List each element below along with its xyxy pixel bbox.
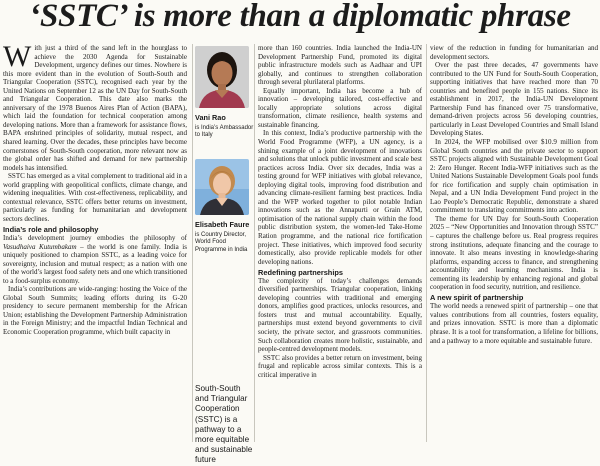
author-photo-elisabeth-faure [195, 159, 249, 215]
article-column-1 [3, 44, 187, 444]
author-role: is Country Director, World Food Programme in India [195, 232, 248, 253]
article-paragraph: SSTC has emerged as a vital complement to traditional aid in a world grappling with geopolitical conflicts, climate change, and widening inequalities. With cost-effectiveness, replicability, and contextual relevance, SSTC offers better returns on investment, particularly as funding for humanitarian and development sectors declines. [3, 172, 187, 223]
article-paragraph: view of the reduction in funding for humanitarian and development sectors. [430, 44, 598, 61]
author-name: Elisabeth Faure [195, 220, 250, 229]
article-paragraph: The complexity of today’s challenges demands diversified partnerships. Triangular cooperation, linking developing countries with traditional and emerging donors, amplifies good practices, unlocks resources, and fosters trust and mutual accountability. Equally, partnerships must extend beyond governments to civil society, the private sector, and grassroots communities. Such collaboration creates more holistic, sustainable, and people-centred development models. [258, 276, 422, 354]
article-paragraph: Equally important, India has become a hub of innovation – developing tailored, cost-effective and locally appropriate solutions across digital transformation, climate resilience, health systems and sustainable financing. [258, 86, 422, 129]
portrait-icon [195, 159, 249, 215]
article-paragraph [3, 234, 187, 285]
column-divider [192, 44, 193, 442]
article-paragraph: more than 160 countries. India launched the India-UN Development Partnership Fund, promoted its digital public infrastructure models such as Aadhaar and UPI globally, and continues to strengthen collaboration through several plurilateral platforms. [258, 44, 422, 87]
author-sidebar [195, 44, 254, 465]
portrait-icon [195, 46, 249, 108]
column-divider [426, 44, 427, 442]
article-paragraph: The theme for UN Day for South-South Cooperation 2025 – “New Opportunities and Innovation through SSTC” – captures the challenge before us. Real progress requires strong institutions, adequate financing and the courage to innovate. It also means investing in knowledge-sharing platforms, expanding access to finance, and strengthening accountability and learning mechanisms. India is cementing its leadership by enhancing regional and global cooperation in food security, nutrition, and resilience. [430, 214, 598, 292]
section-heading: Redefining partnerships [258, 267, 344, 277]
pull-quote: South-South and Triangular Cooperation (SSTC) is a pathway to a more equitable and sustainable future [195, 384, 253, 465]
column-divider [254, 44, 255, 442]
article-paragraph: In 2024, the WFP mobilised over $10.9 million from Global South countries and the private sector to support SSTC projects aligned with Sustainable Development Goal 2: Zero Hunger. Recent India-WFP initiatives such as the United Nations Sustainable Development Goals pool funds for rice fortification and supply chain optimisation in Nepal, and a UN India Development Fund project in the Lao People’s Democratic Republic, demonstrate a shared commitment to translating commitments into action. [430, 138, 598, 215]
italic-phrase: Vasudhaiva Kutumbakam [3, 242, 77, 251]
article-paragraph [3, 44, 187, 172]
paragraph-text: India’s development journey embodies the philosophy of [3, 233, 187, 242]
author-photo-vani-rao [195, 46, 249, 108]
section-heading: A new spirit of partnership [430, 293, 524, 303]
author-name: Vani Rao [195, 113, 226, 122]
drop-cap: W [3, 44, 32, 73]
author-role: is India’s Ambassador to Italy [195, 125, 254, 139]
article-column-3 [258, 44, 422, 444]
paragraph-text: ith just a third of the sand left in the hourglass to achieve the 2030 Agenda for Sustainable Development, urgency defines our times. Nowhere is this more evident than in the evolution of South-South and Triangular Cooperation (SSTC), recognised each year by the United Nations on September 12 as the UN Day for South-South and Triangular Cooperation. This date also marks the anniversary of the 1978 Buenos Aires Plan of Action (BAPA), which laid the foundation for technical cooperation among developing nations. More than a framework for assistance flows, BAPA enshrined principles of solidarity, mutual respect, and shared learning. Over the decades, these principles have become cornerstones of South-South cooperation, more relevant now as the global order has shifted and demand for new partnership models has intensified. [3, 44, 187, 172]
article-paragraph: The world needs a renewed spirit of partnership – one that values contributions from all countries, fosters equality, and prizes innovation. SSTC is more than a diplomatic phrase. It is a tool for transformation, a lifeline for billions, and a pathway to a more equitable and sustainable future. [430, 302, 598, 345]
article-paragraph: SSTC also provides a better return on investment, being frugal and replicable across similar contexts. This is a critical imperative in [258, 353, 422, 379]
paragraph-text: – the world is one family. India is uniquely positioned to champion SSTC, as a leading voice for sovereignty, inclusion and mutual respect; as a nation with one of the world’s largest food safety nets and one which transitioned to a food-surplus economy. [3, 242, 187, 285]
article-paragraph: In this context, India’s productive partnership with the World Food Programme (WFP), a UN agency, is a shining example of a joint development of innovations and solutions that unlock public investment and scale best practices across India. Over six decades, India was a testing ground for WFP initiatives with global relevance, deploying digital tools, improving food distribution and advancing climate-resilient farming best practices. India and the WFP worked together to pilot notable Indian innovations such as the Annapurti or Grain ATM, optimisation of the national supply chain within the food public distribution system, the women-led Take-Home Ration programme, and the national rice fortification project. These initiatives, which improved food security domestically, also provide replicable models for other developing nations. [258, 129, 422, 266]
section-heading: India’s role and philosophy [3, 224, 99, 234]
headline: ‘SSTC’ is more than a diplomatic phrase [29, 0, 571, 34]
article-column-4 [430, 44, 598, 444]
article-paragraph: Over the past three decades, 47 governments have contributed to the UN Fund for South-South Cooperation, supporting initiatives that have reached more than 70 countries and benefited people in 155 nations. Since its establishment in 2017, the India-UN Development Partnership Fund has financed over 75 transformative, demand-driven projects across 56 developing countries, particularly in Least Developed Countries and Small Island Developing States. [430, 61, 598, 138]
article-paragraph: India’s contributions are wide-ranging: hosting the Voice of the Global South Summits; leading efforts during its G-20 presidency to secure permanent membership for the African Union; establishing the Development Partnership Administration in the Foreign Ministry; and the impactful Indian Technical and Economic Cooperation programme, which built capacity in [3, 285, 187, 336]
